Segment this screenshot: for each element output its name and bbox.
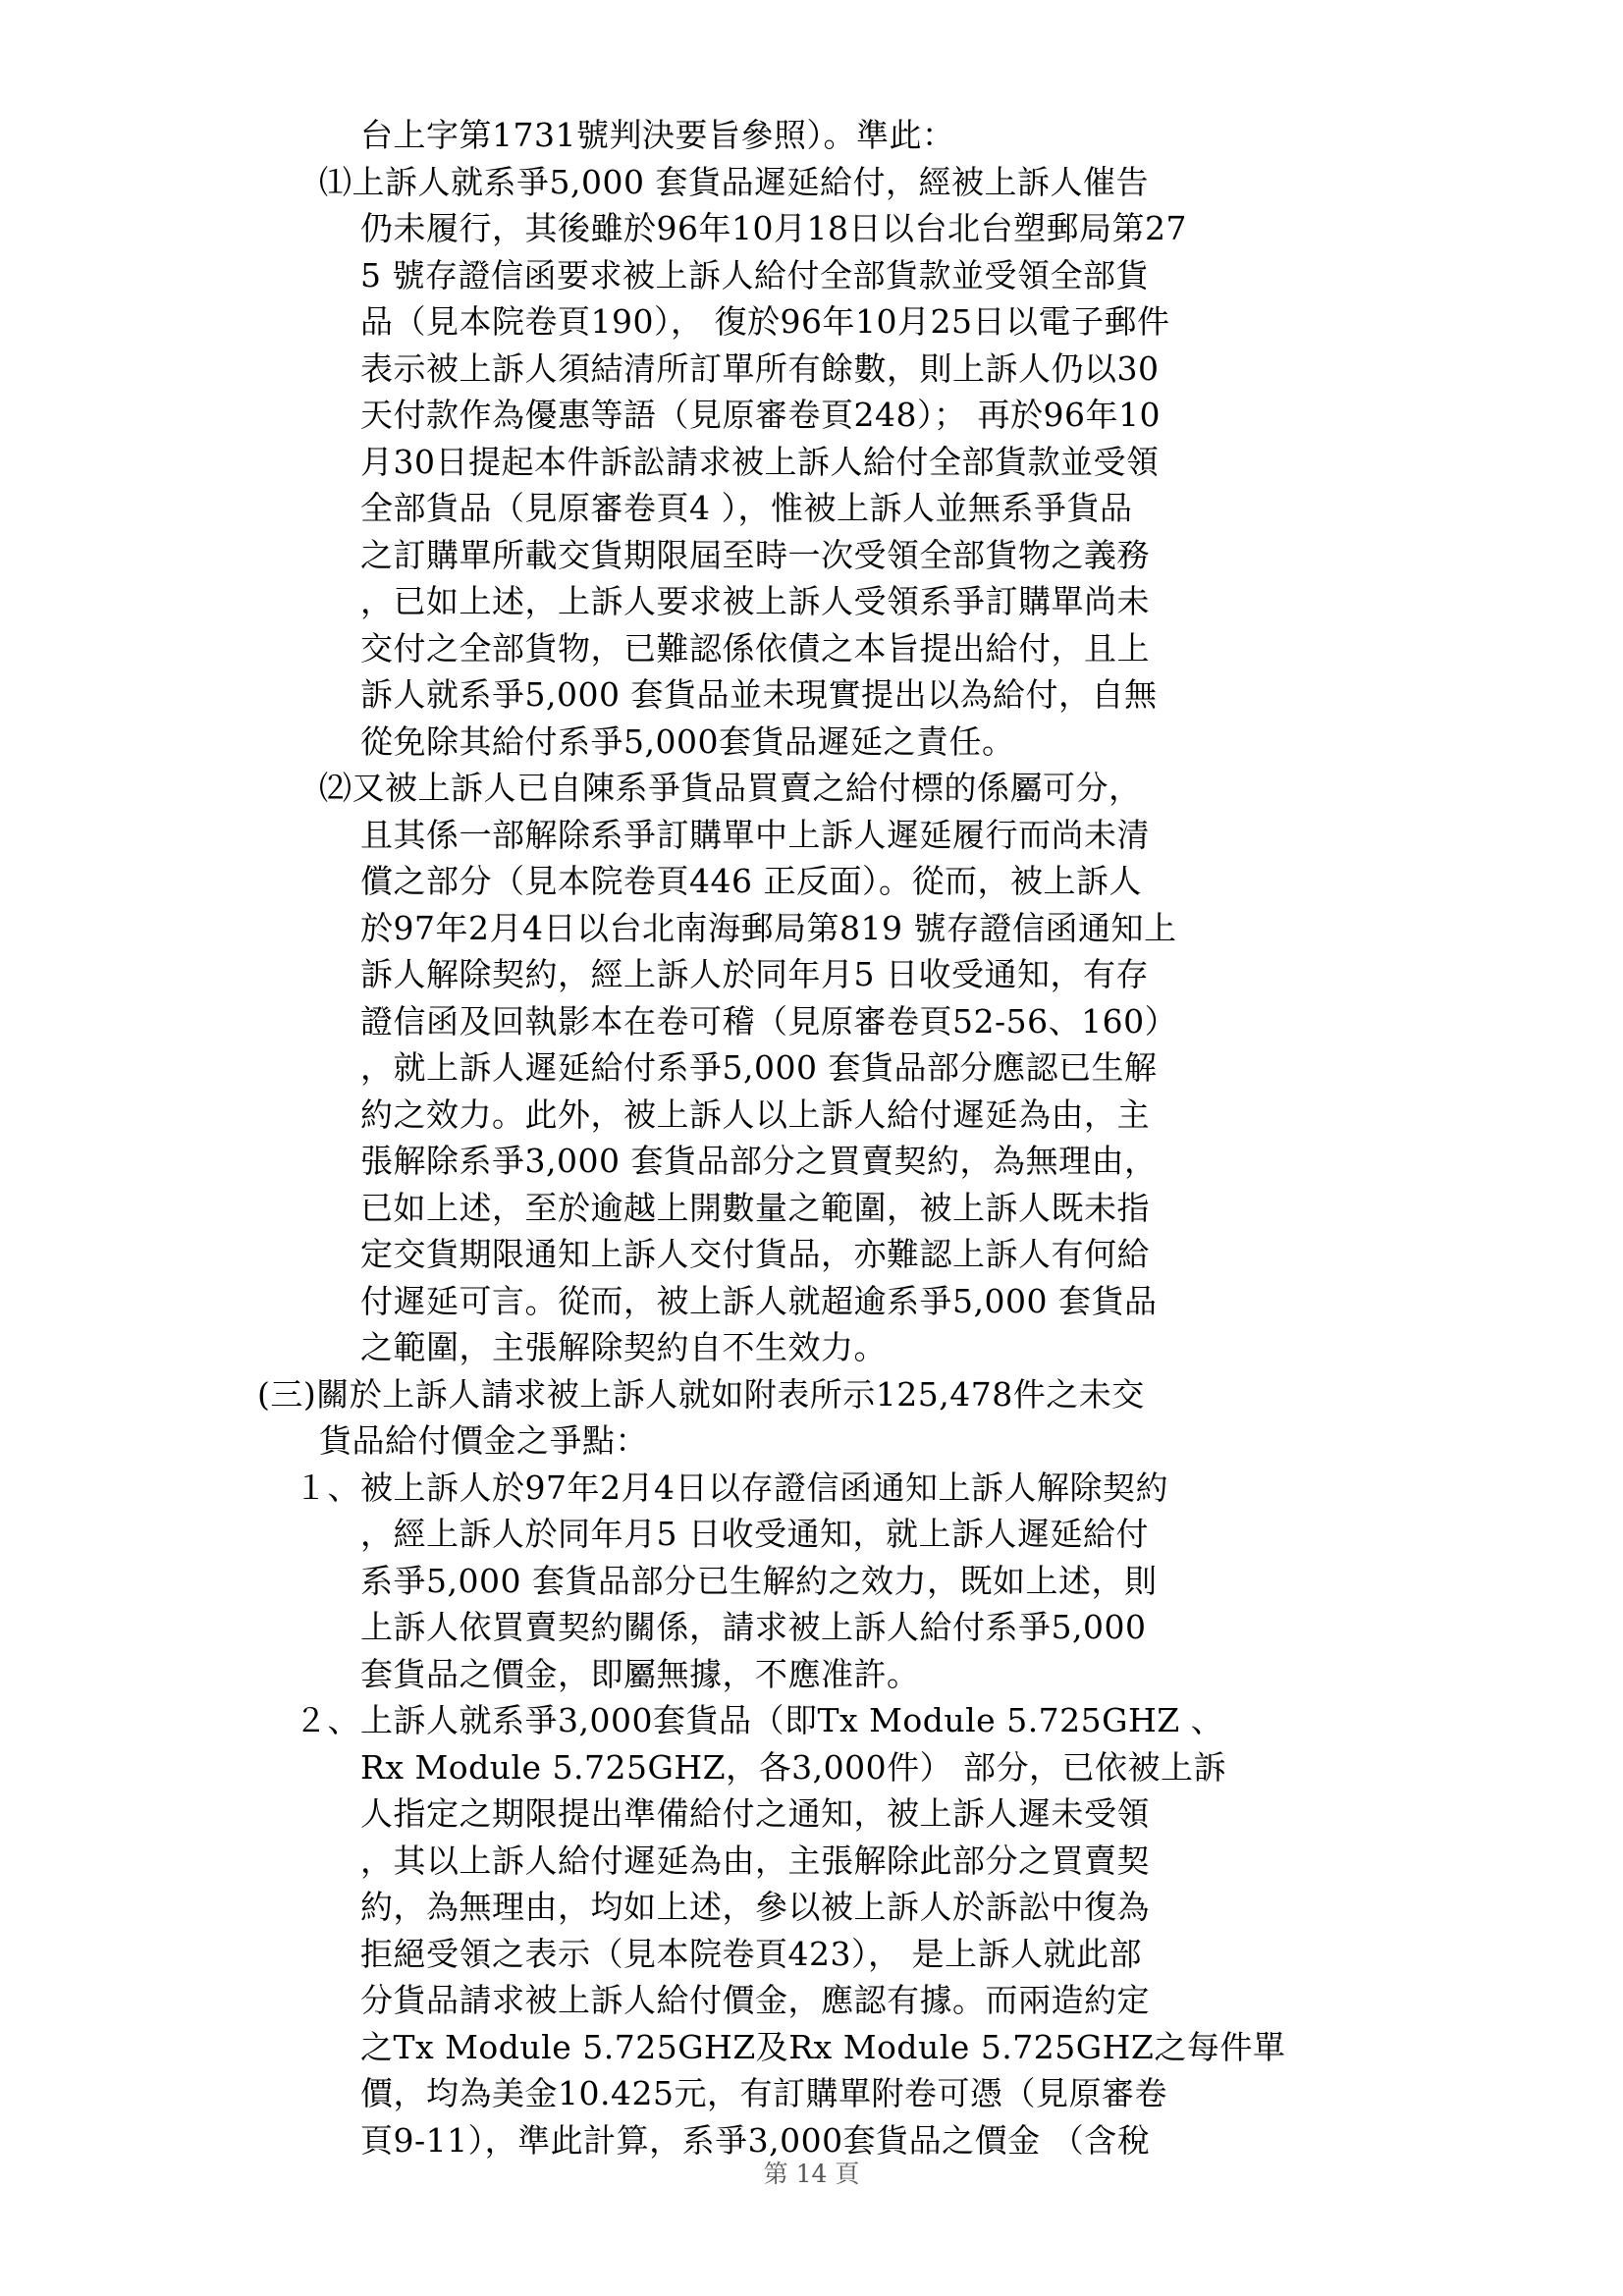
text-line: 5 號存證信函要求被上訴人給付全部貨款並受領全部貨 bbox=[360, 255, 1149, 294]
text-line: 張解除系爭3,000 套貨品部分之買賣契約，為無理由， bbox=[360, 1142, 1158, 1180]
text-line: 約，為無理由，均如上述，參以被上訴人於訴訟中復為 bbox=[360, 1888, 1150, 1926]
text-line: 證信函及回執影本在卷可稽（見原審卷頁52-56、160） bbox=[360, 1001, 1178, 1041]
text-line: 上訴人依買賣契約關係，請求被上訴人給付系爭5,000 bbox=[360, 1608, 1147, 1646]
text-line: 之範圍，主張解除契約自不生效力。 bbox=[360, 1328, 887, 1366]
text-line: ，其以上訴人給付遲延為由，主張解除此部分之買賣契 bbox=[360, 1841, 1150, 1880]
text-line: ，已如上述，上訴人要求被上訴人受領系爭訂購單尚未 bbox=[360, 582, 1150, 620]
text-line: 貨品給付價金之爭點： bbox=[319, 1421, 648, 1460]
text-line: 訴人就系爭5,000 套貨品並未現實提出以為給付，自無 bbox=[360, 675, 1158, 714]
text-line: 定交貨期限通知上訴人交付貨品，亦難認上訴人有何給 bbox=[360, 1235, 1150, 1273]
text-line: 從免除其給付系爭5,000套貨品遲延之責任。 bbox=[360, 721, 1015, 761]
text-line: 訴人解除契約，經上訴人於同年月5 日收受通知，有存 bbox=[360, 955, 1149, 993]
text-line: 台上字第1731號判決要旨參照）。準此： bbox=[360, 116, 955, 154]
section-heading: (三)關於上訴人請求被上訴人就如附表所示125,478件之未交 bbox=[257, 1374, 1145, 1414]
text-line: 品（見本院卷頁190）， 復於96年10月25日以電子郵件 bbox=[360, 302, 1170, 341]
text-line: 表示被上訴人須結清所訂單所有餘數，則上訴人仍以30 bbox=[360, 348, 1160, 388]
text-line: 人指定之期限提出準備給付之通知，被上訴人遲未受領 bbox=[360, 1794, 1150, 1833]
text-line: 全部貨品（見原審卷頁4 ），惟被上訴人並無系爭貨品 bbox=[360, 489, 1133, 527]
text-line: ⑴上訴人就系爭5,000 套貨品遲延給付，經被上訴人催告 bbox=[319, 162, 1149, 201]
text-line: 分貨品請求被上訴人給付價金，應認有據。而兩造約定 bbox=[360, 1981, 1150, 2019]
text-line: Rx Module 5.725GHZ，各3,000件） 部分，已依被上訴 bbox=[360, 1747, 1227, 1787]
text-line: 於97年2月4日以台北南海郵局第819 號存證信函通知上 bbox=[360, 908, 1177, 947]
text-line: １、被上訴人於97年2月4日以存證信函通知上訴人解除契約 bbox=[295, 1468, 1168, 1507]
text-line: ⑵又被上訴人已自陳系爭貨品買賣之給付標的係屬可分， bbox=[319, 769, 1142, 807]
text-line: ，經上訴人於同年月5 日收受通知，就上訴人遲延給付 bbox=[360, 1515, 1149, 1553]
text-line: 天付款作為優惠等語（見原審卷頁248）； 再於96年10 bbox=[360, 396, 1161, 434]
text-line: 已如上述，至於逾越上開數量之範圍，被上訴人既未指 bbox=[360, 1188, 1150, 1227]
text-line: 償之部分（見本院卷頁446 正反面）。從而，被上訴人 bbox=[360, 862, 1142, 900]
text-line: 且其係一部解除系爭訂購單中上訴人遲延履行而尚未清 bbox=[360, 815, 1150, 854]
text-line: ，就上訴人遲延給付系爭5,000 套貨品部分應認已生解 bbox=[360, 1048, 1158, 1087]
text-line: 之Tx Module 5.725GHZ及Rx Module 5.725GHZ之每件單 bbox=[360, 2027, 1286, 2066]
text-line: 約之效力。此外，被上訴人以上訴人給付遲延為由，主 bbox=[360, 1095, 1150, 1134]
text-line: 付遲延可言。從而，被上訴人就超逾系爭5,000 套貨品 bbox=[360, 1281, 1158, 1320]
text-line: 頁9-11），準此計算，系爭3,000套貨品之價金 （含稅 bbox=[360, 2120, 1151, 2160]
text-line: ２、上訴人就系爭3,000套貨品（即Tx Module 5.725GHZ 、 bbox=[295, 1701, 1224, 1739]
text-line: 拒絕受領之表示（見本院卷頁423）， 是上訴人就此部 bbox=[360, 1934, 1142, 1973]
text-line: 交付之全部貨物，已難認係依債之本旨提出給付，且上 bbox=[360, 628, 1150, 667]
page-number: 第 14 頁 bbox=[763, 2160, 860, 2188]
text-line: 月30日提起本件訴訟請求被上訴人給付全部貨款並受領 bbox=[360, 442, 1160, 481]
text-line: 仍未履行，其後雖於96年10月18日以台北台塑郵局第27 bbox=[360, 209, 1187, 247]
text-line: 套貨品之價金，即屬無據，不應准許。 bbox=[360, 1654, 920, 1693]
text-line: 之訂購單所載交貨期限屆至時一次受領全部貨物之義務 bbox=[360, 535, 1150, 574]
text-line: 價，均為美金10.425元，有訂購單附卷可憑（見原審卷 bbox=[360, 2074, 1167, 2112]
text-line: 系爭5,000 套貨品部分已生解約之效力，既如上述，則 bbox=[360, 1561, 1158, 1600]
